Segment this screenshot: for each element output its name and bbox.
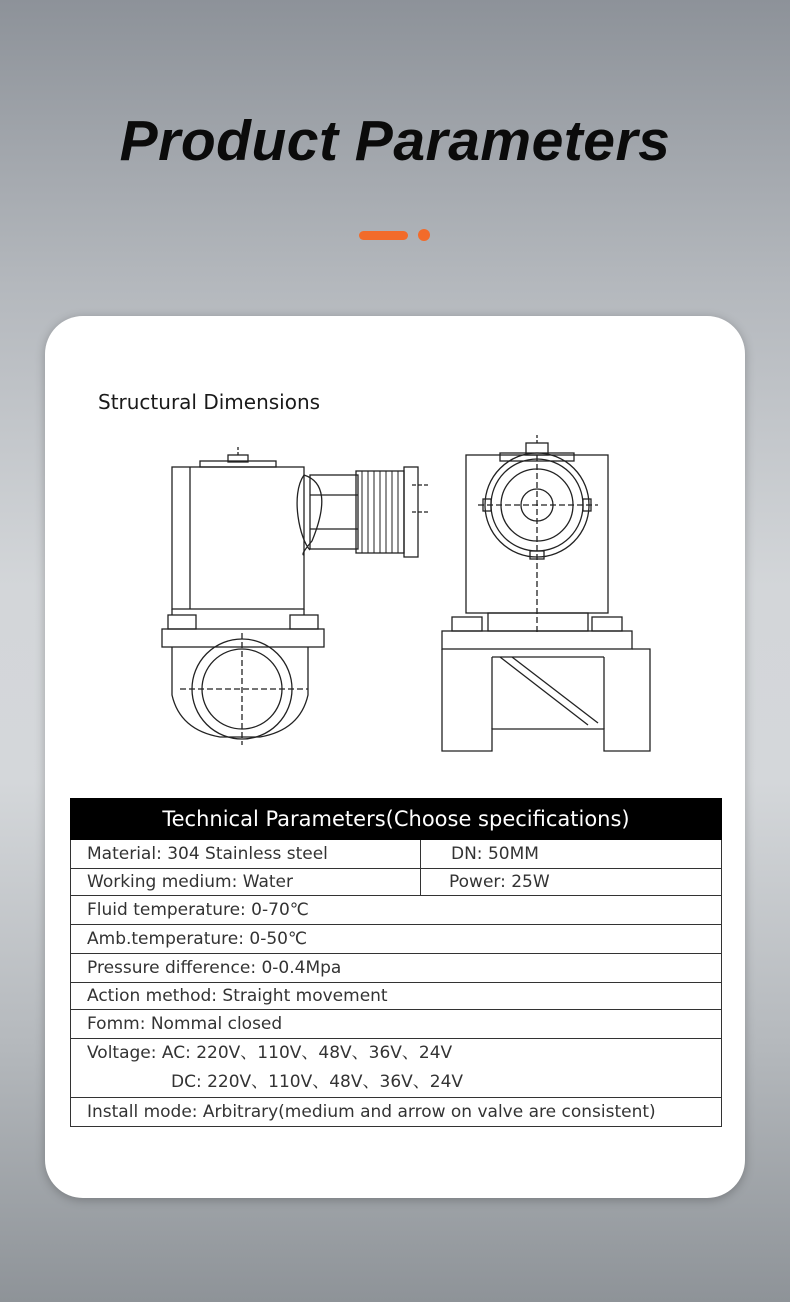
spec-pressure: Pressure difference: 0-0.4Mpa	[71, 954, 722, 983]
spec-table	[70, 798, 722, 1127]
spec-install: Install mode: Arbitrary(medium and arrow on valve are consistent)	[71, 1098, 722, 1127]
spec-medium: Working medium: Water	[71, 869, 421, 896]
section-label: Structural Dimensions	[98, 390, 321, 414]
spec-form: Fomm: Nommal closed	[71, 1010, 722, 1039]
spec-amb-temp: Amb.temperature: 0-50℃	[71, 925, 722, 954]
spec-dn: DN: 50MM	[421, 840, 722, 869]
page-title: Product Parameters	[119, 109, 671, 173]
spec-fluid-temp: Fluid temperature: 0-70℃	[71, 896, 722, 925]
accent-dot	[418, 229, 430, 241]
side-view-drawing	[150, 445, 430, 745]
voltage-ac: Voltage: AC: 220V、110V、48V、36V、24V	[87, 1043, 453, 1063]
voltage-dc: DC: 220V、110V、48V、36V、24V	[171, 1072, 464, 1092]
table-heading: Technical Parameters(Choose specifications)	[71, 799, 722, 840]
spec-power: Power: 25W	[421, 869, 722, 896]
spec-action: Action method: Straight movement	[71, 983, 722, 1010]
front-view-drawing	[438, 435, 658, 757]
spec-material: Material: 304 Stainless steel	[71, 840, 421, 869]
spec-voltage	[71, 1039, 722, 1098]
accent-dash	[359, 231, 408, 240]
